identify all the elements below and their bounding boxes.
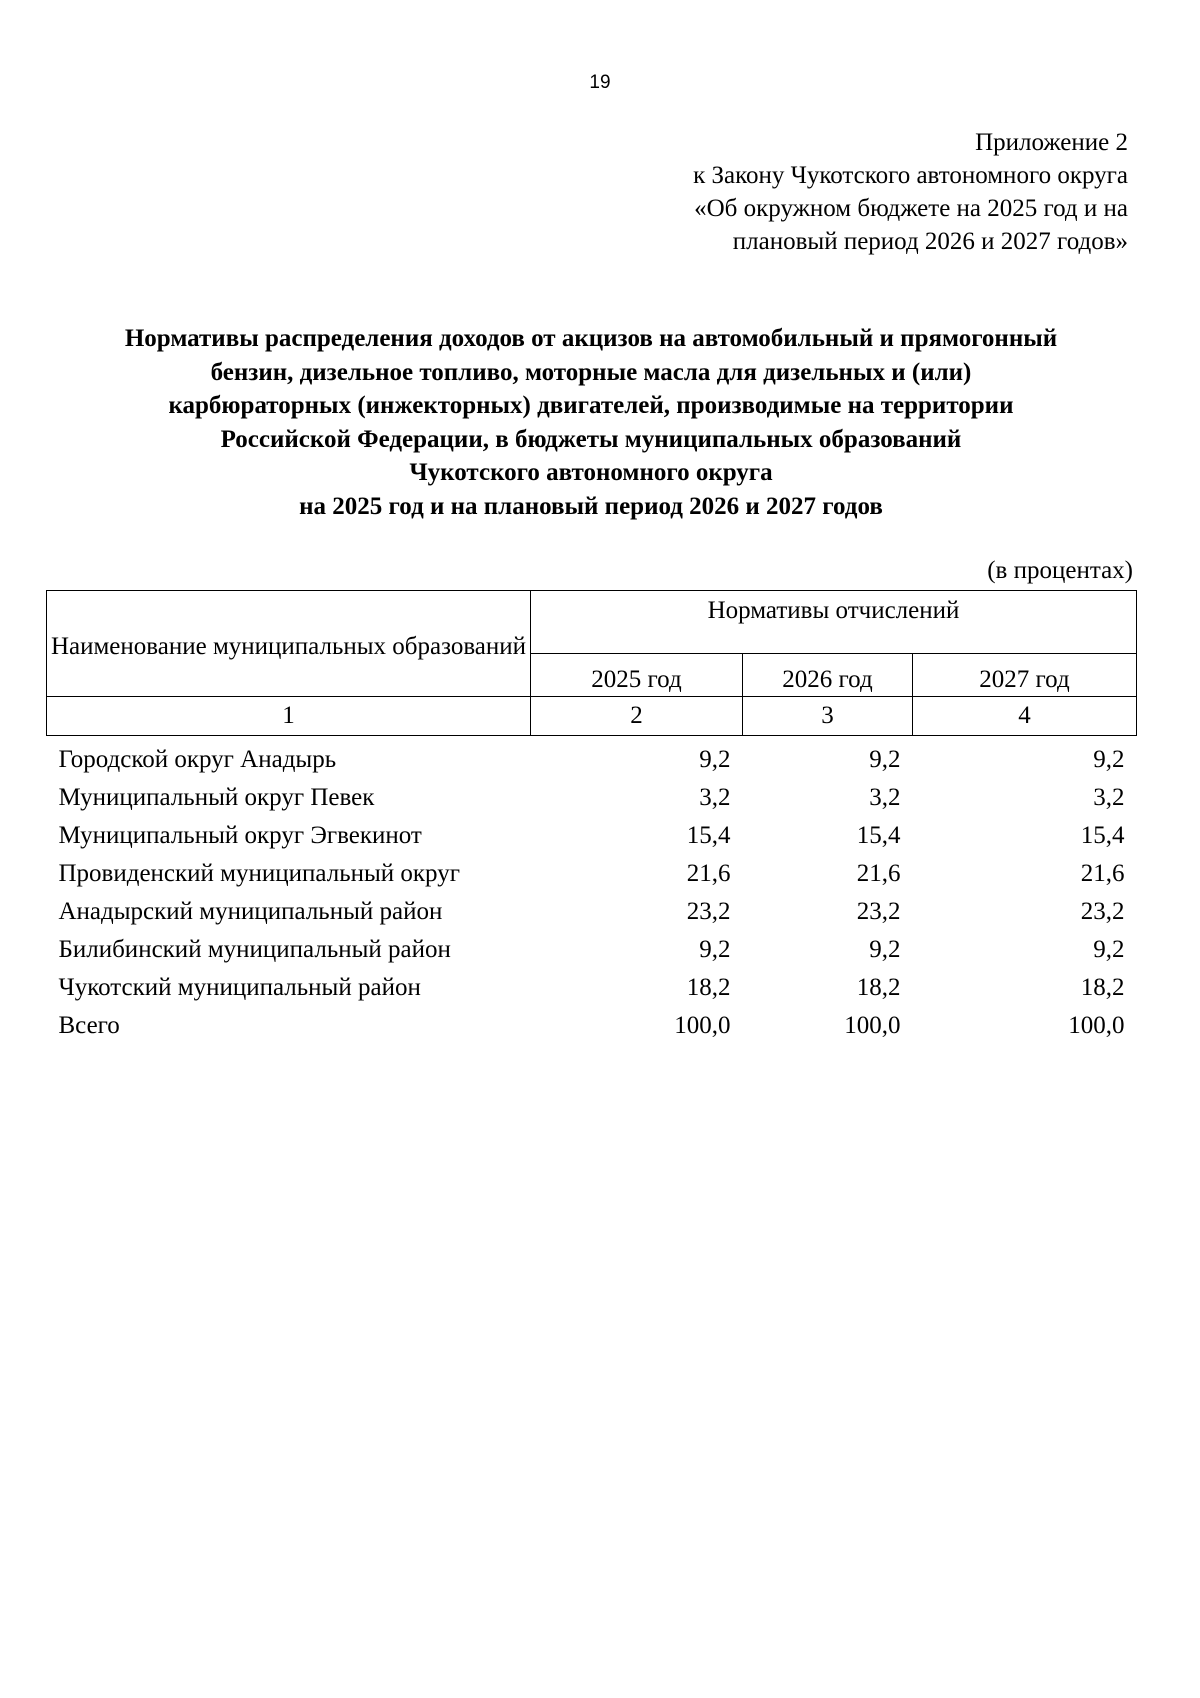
units-label: (в процентах)	[987, 557, 1133, 584]
value-2025: 21,6	[686, 860, 731, 887]
value-2025: 18,2	[686, 974, 731, 1001]
document-title	[46, 322, 1136, 523]
appendix-reference	[508, 126, 1128, 258]
header-year-2026: 2026 год	[743, 654, 913, 697]
municipality-name: Билибинский муниципальный район	[58, 936, 451, 963]
value-2027: 21,6	[1080, 860, 1125, 887]
value-2026: 9,2	[869, 936, 901, 963]
municipality-name: Анадырский муниципальный район	[58, 898, 443, 925]
municipality-name: Муниципальный округ Эгвекинот	[58, 822, 422, 849]
total-row	[47, 1002, 1137, 1040]
value-2026: 18,2	[856, 974, 901, 1001]
value-2027: 9,2	[1093, 936, 1125, 963]
title-line: карбюраторных (инжекторных) двигателей, производимые на территории	[168, 392, 1014, 419]
value-2026: 9,2	[869, 746, 901, 773]
value-2027: 9,2	[1093, 746, 1125, 773]
column-number: 1	[47, 697, 531, 736]
table-row	[47, 736, 1137, 775]
page-number: 19	[589, 72, 611, 93]
total-label: Всего	[58, 1012, 120, 1039]
value-2026: 21,6	[856, 860, 901, 887]
header-year-2027: 2027 год	[913, 654, 1137, 697]
table-row	[47, 926, 1137, 964]
total-2026: 100,0	[844, 1012, 901, 1039]
column-number: 2	[531, 697, 743, 736]
value-2027: 15,4	[1080, 822, 1125, 849]
norms-table	[46, 590, 1137, 1040]
municipality-name: Городской округ Анадырь	[58, 746, 337, 773]
value-2027: 18,2	[1080, 974, 1125, 1001]
total-2027: 100,0	[1068, 1012, 1125, 1039]
value-2026: 23,2	[856, 898, 901, 925]
value-2027: 3,2	[1093, 784, 1125, 811]
appendix-line: «Об окружном бюджете на 2025 год и на	[694, 195, 1128, 222]
value-2025: 23,2	[686, 898, 731, 925]
header-year-2025: 2025 год	[531, 654, 743, 697]
appendix-line: к Закону Чукотского автономного округа	[693, 162, 1128, 189]
column-number: 3	[743, 697, 913, 736]
total-2025: 100,0	[674, 1012, 731, 1039]
municipality-name: Муниципальный округ Певек	[58, 784, 375, 811]
value-2027: 23,2	[1080, 898, 1125, 925]
title-line: Нормативы распределения доходов от акцизов на автомобильный и прямогонный	[124, 325, 1058, 352]
title-line: бензин, дизельное топливо, моторные масла для дизельных и (или)	[210, 358, 972, 386]
header-norms-group: Нормативы отчислений	[531, 591, 1137, 654]
municipality-name: Провиденский муниципальный округ	[58, 860, 460, 887]
table-row	[47, 812, 1137, 850]
value-2025: 9,2	[699, 746, 731, 773]
municipality-name: Чукотский муниципальный район	[58, 974, 421, 1001]
title-line: Чукотского автономного округа	[409, 459, 773, 486]
table-row	[47, 964, 1137, 1002]
value-2025: 15,4	[686, 822, 731, 849]
table-row	[47, 888, 1137, 926]
header-municipality-name: Наименование муниципальных образований	[47, 591, 531, 697]
table-row	[47, 774, 1137, 812]
appendix-line: Приложение 2	[975, 129, 1128, 156]
value-2026: 15,4	[856, 822, 901, 849]
value-2026: 3,2	[869, 784, 901, 811]
table-row	[47, 850, 1137, 888]
column-number: 4	[913, 697, 1137, 736]
value-2025: 9,2	[699, 936, 731, 963]
appendix-line: плановый период 2026 и 2027 годов»	[732, 228, 1128, 255]
title-line: на 2025 год и на плановый период 2026 и 2027 годов	[299, 492, 883, 520]
value-2025: 3,2	[699, 784, 731, 811]
title-line: Российской Федерации, в бюджеты муниципальных образований	[220, 425, 962, 453]
